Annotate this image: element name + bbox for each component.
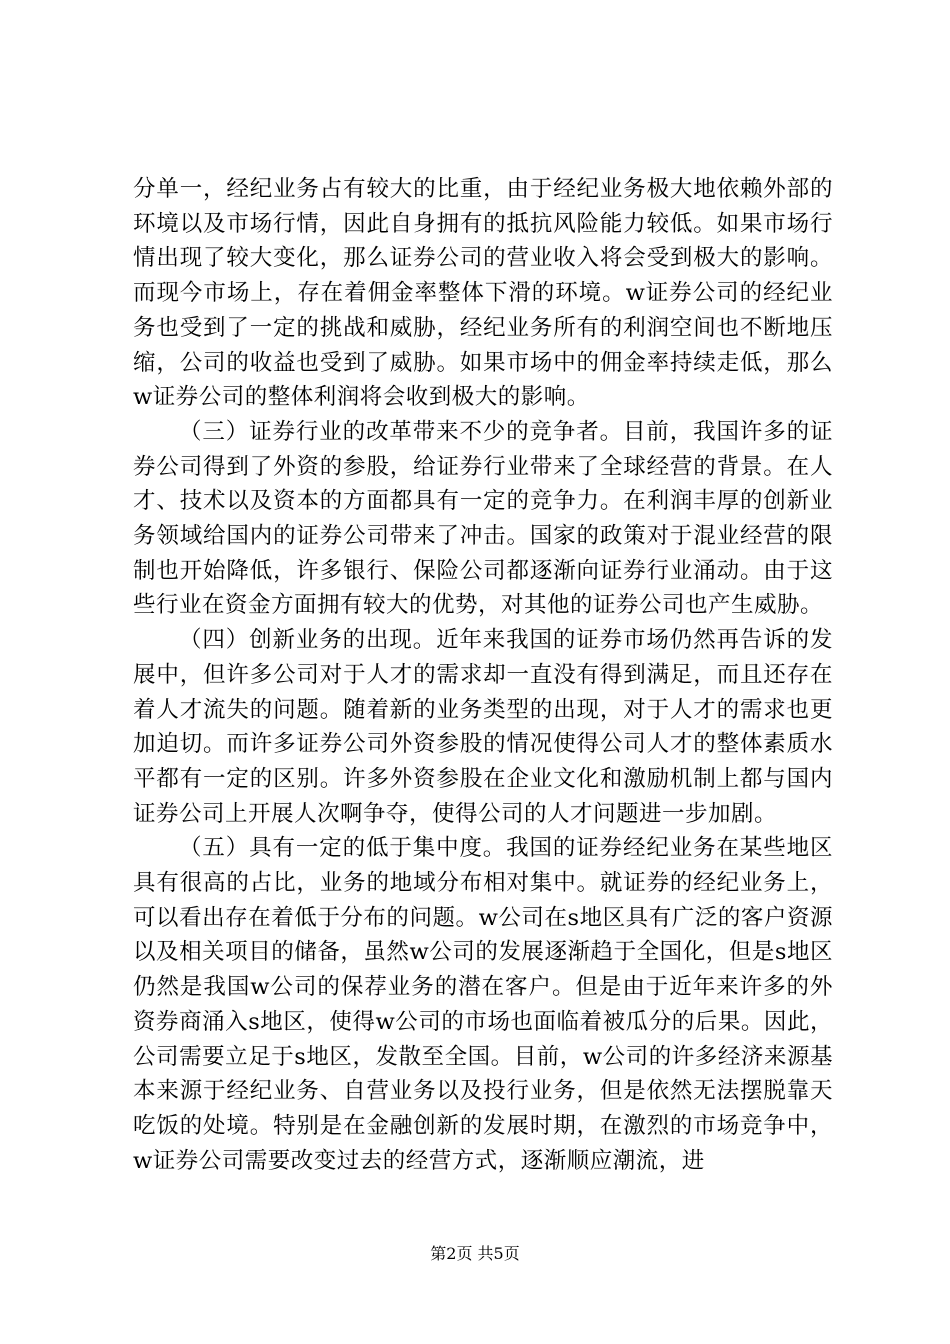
paragraph-continued: 分单一，经纪业务占有较大的比重，由于经纪业务极大地依赖外部的环境以及市场行情，因此自身拥有的抵抗风险能力较低。如果市场行情出现了较大变化，那么证券公司的营业收入将会受到极大的影响。而现今市场上，存在着佣金率整体下滑的环境。w证券公司的经纪业务也受到了一定的挑战和威胁，经纪业务所有的利润空间也不断地压缩，公司的收益也受到了威胁。如果市场中的佣金率持续走低，那么w证券公司的整体利润将会收到极大的影响。 [133, 176, 833, 411]
paragraph-section-4: （四）创新业务的出现。近年来我国的证券市场仍然再告诉的发展中，但许多公司对于人才的需求却一直没有得到满足，而且还存在着人才流失的问题。随着新的业务类型的出现，对于人才的需求也更加迫切。而许多证券公司外资参股的情况使得公司人才的整体素质水平都有一定的区别。许多外资参股在企业文化和激励机制上都与国内证券公司上开展人次啊争夺，使得公司的人才问题进一步加剧。 [133, 627, 833, 827]
document-body [133, 172, 833, 1178]
page-number-footer: 第2页 共5页 [430, 1244, 520, 1263]
paragraph-section-3: （三）证券行业的改革带来不少的竞争者。目前，我国许多的证券公司得到了外资的参股，给证券行业带来了全球经营的背景。在人才、技术以及资本的方面都具有一定的竞争力。在利润丰厚的创新业务领域给国内的证券公司带来了冲击。国家的政策对于混业经营的限制也开始降低，许多银行、保险公司都逐渐向证券行业涌动。由于这些行业在资金方面拥有较大的优势，对其他的证券公司也产生威胁。 [133, 418, 833, 619]
paragraph-section-5: （五）具有一定的低于集中度。我国的证券经纪业务在某些地区具有很高的占比，业务的地域分布相对集中。就证券的经纪业务上，可以看出存在着低于分布的问题。w公司在s地区具有广泛的客户资源以及相关项目的储备，虽然w公司的发展逐渐趋于全国化，但是s地区仍然是我国w公司的保荐业务的潜在客户。但是由于近年来许多的外资券商涌入s地区，使得w公司的市场也面临着被瓜分的后果。因此，公司需要立足于s地区，发散至全国。目前，w公司的许多经济来源基本来源于经纪业务、自营业务以及投行业务，但是依然无法摆脱靠天吃饭的处境。特别是在金融创新的发展时期，在激烈的市场竞争中，w证券公司需要改变过去的经营方式，逐渐顺应潮流，进 [133, 835, 833, 1174]
